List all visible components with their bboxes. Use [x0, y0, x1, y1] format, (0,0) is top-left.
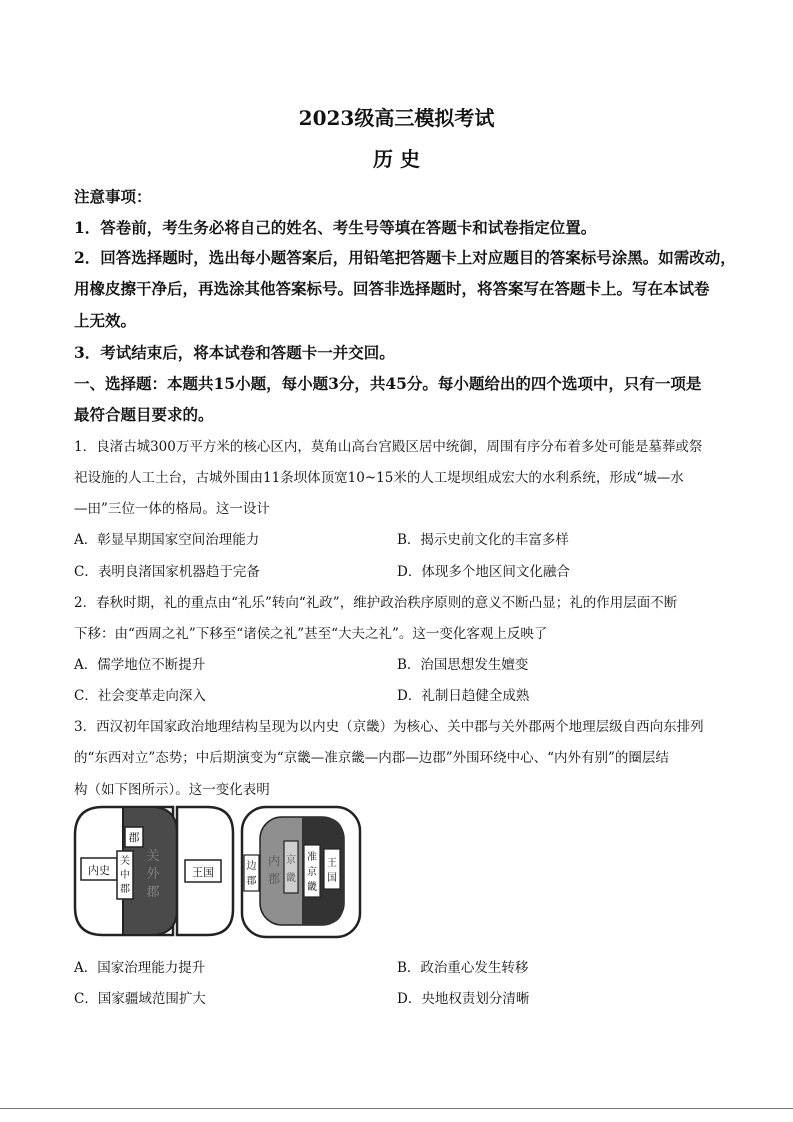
q2-option-d[interactable]: D．礼制日趋健全成熟 [397, 688, 530, 704]
subject-title: 历 史 [373, 147, 420, 171]
q1-stem-line-3: —田”三位一体的格局。这一设计 [74, 501, 270, 517]
q1-option-b[interactable]: B．揭示史前文化的丰富多样 [397, 532, 569, 548]
q2-option-a[interactable]: A．儒学地位不断提升 [74, 657, 206, 673]
q2-option-c[interactable]: C．社会变革走向深入 [74, 688, 206, 704]
q1-option-c[interactable]: C．表明良渚国家机器趋于完备 [74, 564, 260, 580]
zhunjingji-char-3: 畿 [307, 882, 317, 893]
q3-option-c[interactable]: C．国家疆域范围扩大 [74, 991, 206, 1007]
guanzhongjun-char-3: 郡 [120, 884, 130, 895]
exam-title: 2023级高三模拟考试 [298, 106, 495, 130]
q2-option-b[interactable]: B．治国思想发生嬗变 [397, 657, 529, 673]
jingji-char-2: 畿 [286, 873, 296, 884]
zhunjingji-char-1: 准 [307, 852, 317, 863]
q3-option-b[interactable]: B．政治重心发生转移 [397, 960, 529, 976]
q2-stem-line-2: 下移：由“西周之礼”下移至“诸侯之礼”甚至“大夫之礼”。这一变化客观上反映了 [74, 626, 548, 642]
wangguo-label: 王国 [192, 866, 214, 879]
notice-item-2-line-1: 2．回答选择题时，选出每小题答案后，用铅笔把答题卡上对应题目的答案标号涂黑。如需改动， [74, 248, 736, 267]
q1-stem-line-1: 1．良渚古城300万平方米的核心区内，莫角山高台宫殿区居中统御，周围有序分布着多处可能是墓葬或祭 [74, 439, 703, 455]
guanwaijun-char-2: 外 [146, 867, 160, 882]
q1-option-a[interactable]: A．彰显早期国家空间治理能力 [74, 532, 260, 548]
bianjun-char-1: 边 [246, 861, 257, 872]
guanzhongjun-char-1: 关 [120, 856, 130, 867]
guanwaijun-char-3: 郡 [146, 885, 160, 900]
notice-heading: 注意事项： [74, 187, 152, 206]
jingji-box [284, 841, 298, 893]
neijun-char-2: 郡 [267, 872, 281, 886]
section1-line-2: 最符合题目要求的。 [74, 405, 214, 424]
q2-stem-line-1: 2．春秋时期，礼的重点由“礼乐”转向“礼政”，维护政治秩序原则的意义不断凸显；礼的作用层面不断 [74, 595, 678, 611]
q3-option-d[interactable]: D．央地权责划分清晰 [397, 991, 530, 1007]
q3-stem-line-2: 的“东西对立”态势；中后期演变为“京畿—准京畿—内郡—边郡”外围环绕中心、“内外有别”的圈层结 [74, 750, 669, 766]
notice-item-3: 3．考试结束后，将本试卷和答题卡一并交回。 [74, 343, 395, 362]
page-bottom-divider [0, 1108, 793, 1109]
jun-label: 郡 [128, 831, 140, 844]
neijun-char-1: 内 [267, 854, 281, 868]
q1-stem-line-2: 祀设施的人工土台，古城外围由11条坝体顶宽10~15米的人工堤坝组成宏大的水利系统，形成“城—水 [74, 470, 684, 486]
section1-line-1: 一、选择题：本题共15小题，每小题3分，共45分。每小题给出的四个选项中，只有一项是 [74, 374, 702, 393]
zhunjingji-char-2: 京 [307, 867, 317, 878]
notice-item-2-line-3: 上无效。 [74, 311, 137, 330]
q1-option-d[interactable]: D．体现多个地区间文化融合 [397, 564, 570, 580]
guanzhongjun-char-2: 中 [120, 870, 130, 881]
guanwaijun-char-1: 关 [146, 849, 160, 864]
q3-stem-line-1: 3．西汉初年国家政治地理结构呈现为以内史（京畿）为核心、关中郡与关外郡两个地理层级自西向东排列 [74, 719, 704, 735]
concentric-structure-diagram [240, 805, 362, 939]
bianjun-char-2: 郡 [246, 876, 257, 887]
notice-item-2-line-2: 用橡皮擦干净后，再选涂其他答案标号。回答非选择题时，将答案写在答题卡上。写在本试卷 [74, 279, 710, 298]
q3-option-a[interactable]: A．国家治理能力提升 [74, 960, 206, 976]
neishi-label: 内史 [88, 864, 110, 877]
wangguo-char-2: 国 [327, 873, 337, 884]
q3-stem-line-3: 构（如下图所示）。这一变化表明 [74, 782, 270, 798]
east-west-structure-diagram [73, 805, 235, 937]
notice-item-1: 1．答卷前，考生务必将自己的姓名、考生号等填在答题卡和试卷指定位置。 [74, 218, 597, 237]
wangguo-char-1: 王 [327, 858, 337, 869]
jingji-char-1: 京 [286, 855, 296, 866]
